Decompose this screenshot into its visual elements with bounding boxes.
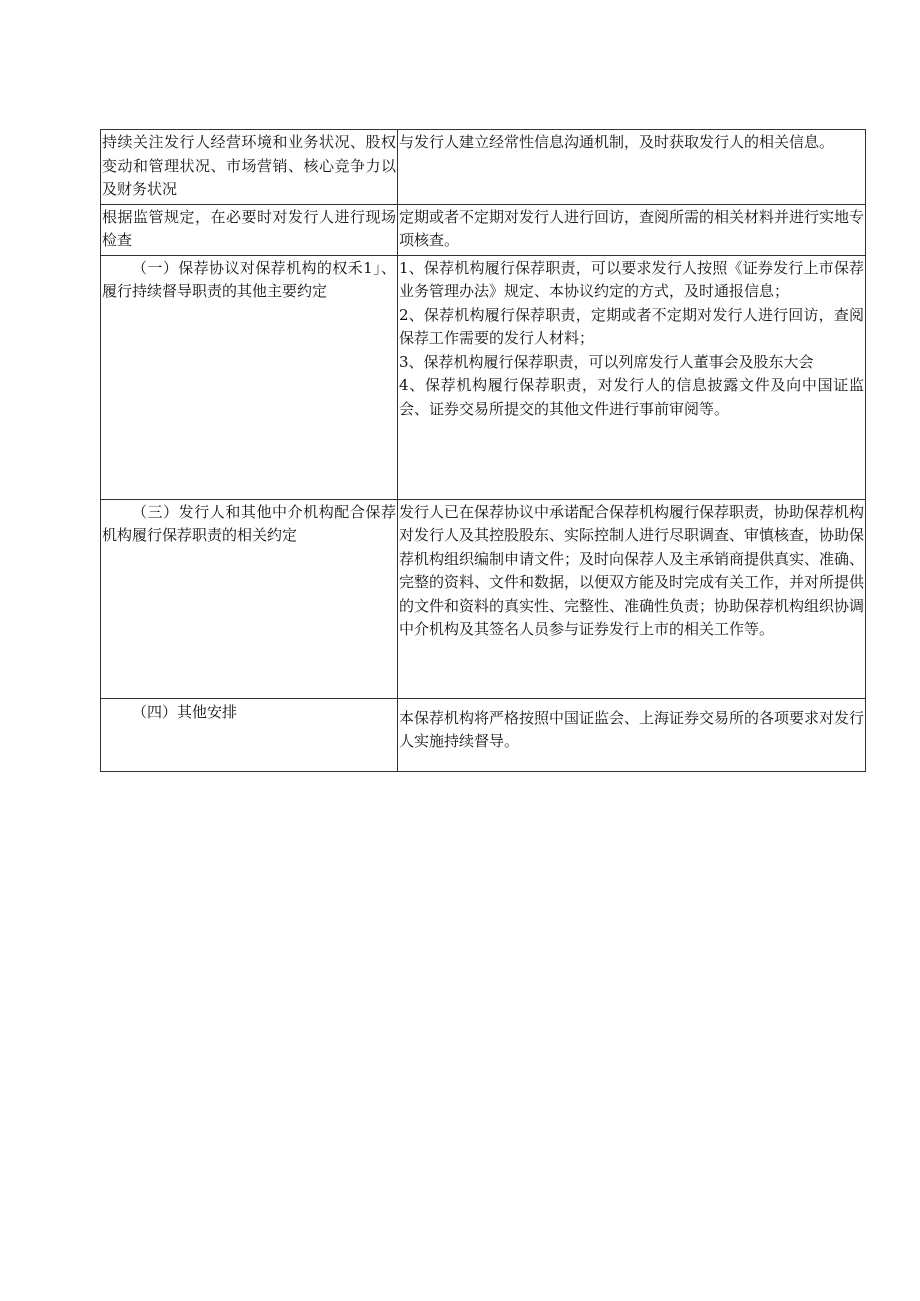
continuous-supervision-table [100,129,866,772]
item-cell: 持续关注发行人经营环境和业务状况、股权变动和管理状况、市场营销、核心竞争力以及财务状况 [101,130,398,205]
arrangement-cell [398,204,866,255]
table-row [101,130,866,205]
arrangement-cell [398,698,866,771]
table-row [101,499,866,698]
table-row [101,204,866,255]
table-row [101,255,866,499]
arrangement-item-1: 1、保荐机构履行保荐职责，可以要求发行人按照《证券发行上市保荐业务管理办法》规定、本协议约定的方式，及时通报信息； [399,258,864,300]
arrangement-item-3: 3、保荐机构履行保荐职责，可以列席发行人董事会及股东大会 [399,352,814,371]
arrangement-cell [398,499,866,698]
arrangement-text: 与发行人建立经常性信息沟通机制，及时获取发行人的相关信息。 [399,133,835,151]
arrangement-cell [398,130,866,205]
arrangement-text: 发行人已在保荐协议中承诺配合保荐机构履行保荐职责，协助保荐机构对发行人及其控股股东、实际控制人进行尽职调查、审慎核查，协助保荐机构组织编制申请文件；及时向保荐人及主承销商提供真实、准确、完整的资料、文件和数据，以便双方能及时完成有关工作，并对所提供的文件和资料的真实性、完整性、准确性负责；协助保荐机构组织协调中介机构及其签名人员参与证券发行上市的相关工作等。 [399,502,865,638]
item-cell: （三）发行人和其他中介机构配合保荐机构履行保荐职责的相关约定 [101,499,398,698]
arrangement-item-2: 2、保荐机构履行保荐职责，定期或者不定期对发行人进行回访，查阅保荐工作需要的发行人材料； [399,305,864,347]
arrangement-item-4: 4、保荐机构履行保荐职责，对发行人的信息披露文件及向中国证监会、证券交易所提交的其他文件进行事前审阅等。 [399,376,864,418]
item-cell: （四）其他安排 [101,698,398,771]
arrangement-text: 定期或者不定期对发行人进行回访，查阅所需的相关材料并进行实地专项核查。 [399,207,865,249]
item-cell: （一）保荐协议对保荐机构的权禾1」、履行持续督导职责的其他主要约定 [101,255,398,499]
arrangement-text: 本保荐机构将严格按照中国证监会、上海证券交易所的各项要求对发行人实施持续督导。 [399,708,865,750]
arrangement-cell [398,255,866,499]
table-row [101,698,866,771]
item-cell: 根据监管规定，在必要时对发行人进行现场检查 [101,204,398,255]
